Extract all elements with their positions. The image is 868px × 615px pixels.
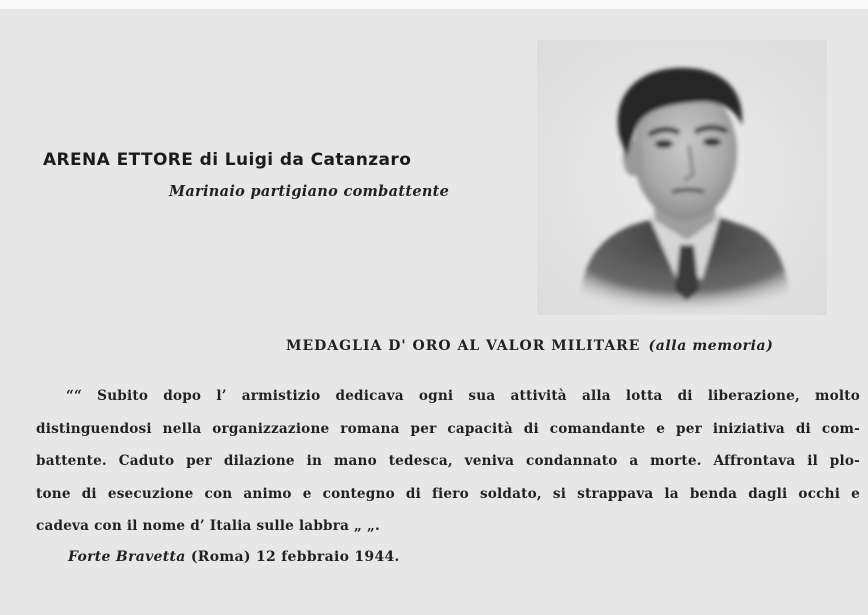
award-name: MEDAGLIA D' ORO AL VALOR MILITARE [286, 338, 641, 354]
top-border [0, 0, 868, 9]
honoree-rank: Marinaio partigiano combattente [169, 183, 450, 200]
portrait-image [537, 40, 827, 315]
honoree-name [43, 150, 411, 170]
place-date [68, 549, 400, 565]
motivation-line: cadeva con il nome d’ Italia sulle labbra „ „. [36, 518, 380, 534]
place-name: Forte Bravetta [68, 549, 186, 565]
motivation-line: battente. Caduto per dilazione in mano tedesca, veniva condannato a morte. Affrontava il plo- [36, 453, 860, 469]
award-title [286, 338, 773, 354]
award-motivation [36, 380, 860, 543]
honoree-origin: di Luigi da Catanzaro [199, 150, 412, 170]
place-date-rest: (Roma) 12 febbraio 1944. [190, 549, 400, 565]
motivation-line: ““ Subito dopo l’ armistizio dedicava ogni sua attività alla lotta di liberazione, molto [66, 388, 860, 404]
motivation-line: tone di esecuzione con animo e contegno di fiero soldato, si strappava la benda dagli occhi e [36, 485, 860, 502]
portrait-photo [537, 40, 827, 315]
honoree-surname: ARENA ETTORE [43, 150, 194, 170]
motivation-line: distinguendosi nella organizzazione romana per capacità di comandante e per iniziativa di com- [36, 420, 860, 437]
award-note: (alla memoria) [648, 338, 774, 354]
